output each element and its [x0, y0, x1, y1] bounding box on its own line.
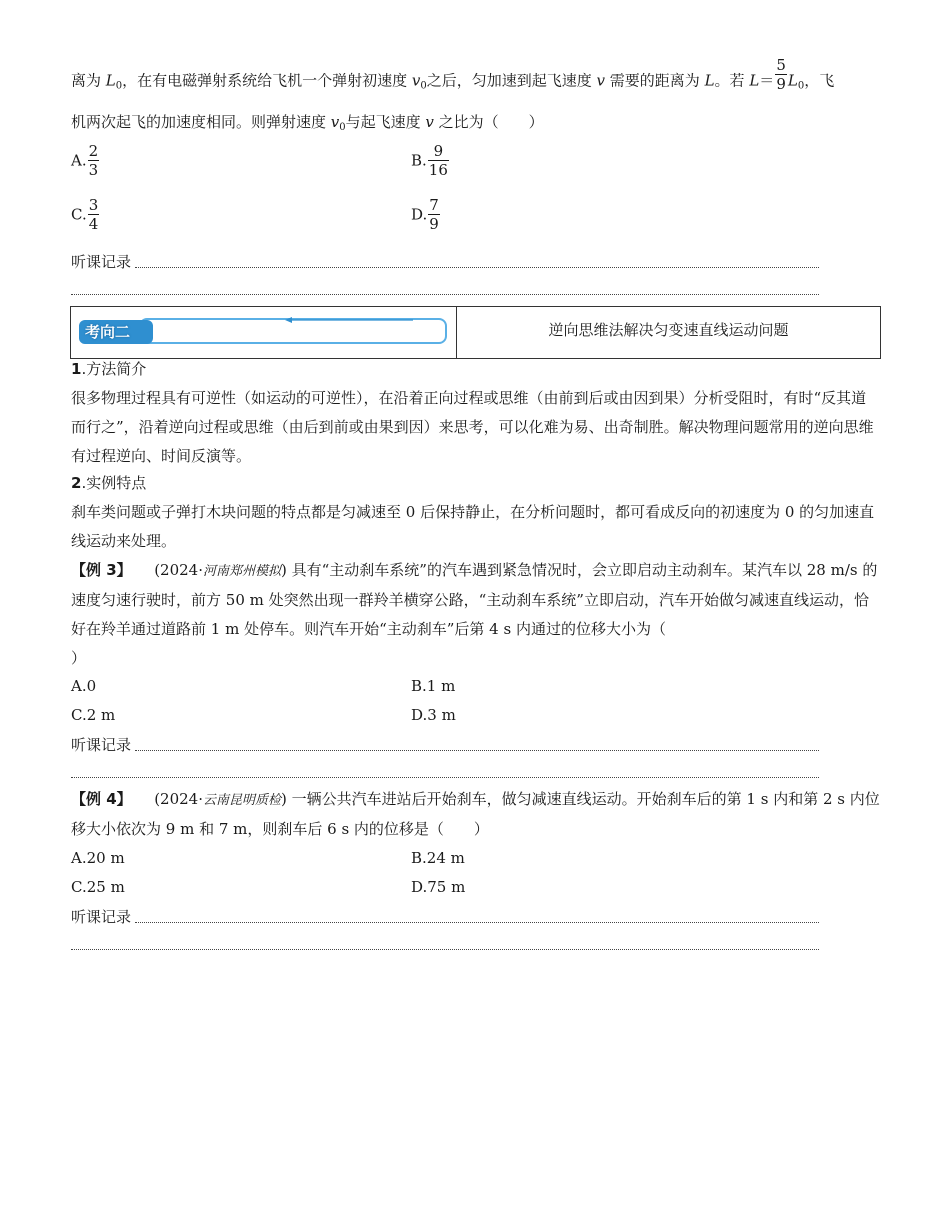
notes-dotted-line — [71, 949, 819, 950]
example-3-option-d[interactable]: D.3 m — [411, 706, 456, 724]
notes-field[interactable]: 听课记录 — [71, 906, 819, 926]
example-3-option-b[interactable]: B.1 m — [411, 677, 456, 695]
section-1-heading: 1.方法简介 — [71, 360, 147, 378]
notes-dotted-line — [135, 750, 819, 751]
fraction-5-9: $\frac{5}{9}$ — [776, 56, 786, 93]
example-3-option-c[interactable]: C.2 m — [71, 706, 116, 724]
notes-field[interactable]: 听课记录 — [71, 734, 819, 754]
notes-dotted-line — [71, 294, 819, 295]
example-4-option-c[interactable]: C.25 m — [71, 878, 125, 896]
example-4-option-a[interactable]: A.20 m — [71, 849, 125, 867]
question-line-2: 机两次起飞的加速度相同。则弹射速度 $v_0$与起飞速度 v 之比为（ ） — [71, 113, 544, 133]
topic-banner-bar — [139, 318, 447, 344]
notes-dotted-line — [71, 777, 819, 778]
option-d[interactable]: D. $\frac{7}{9}$ — [411, 196, 439, 233]
section-2-heading: 2.实例特点 — [71, 474, 147, 492]
notes-dotted-line — [135, 267, 819, 268]
topic-header — [70, 306, 881, 359]
example-4: 【例 4】 (2024·云南昆明质检) 一辆公共汽车进站后开始刹车，做匀减速直线运动。开始刹车后的第 1 s 内和第 2 s 内位移大小依次为 9 m 和 7 m，则刹车后 6 s 内的位移是（ ） — [71, 790, 880, 838]
option-c[interactable]: C. $\frac{3}{4}$ — [71, 196, 99, 233]
example-3-option-a[interactable]: A.0 — [71, 677, 97, 695]
topic-title: 逆向思维法解决匀变速直线运动问题 — [548, 321, 789, 339]
notes-field[interactable]: 听课记录 — [71, 251, 819, 271]
example-4-option-b[interactable]: B.24 m — [411, 849, 465, 867]
example-3: 【例 3】 (2024·河南郑州模拟) 具有“主动刹车系统”的汽车遇到紧急情况时，会立即启动主动刹车。某汽车以 28 m/s 的速度匀速行驶时，前方 50 m 处突然出现一群羚羊横穿公路，“主动刹车系统”立即启动，汽车开始做匀减速直线运动，恰好在羚羊通过道路前 1 m 处停车。则汽车开始“主动刹车”后第 4 s 内通过的位移大小为（ ） — [71, 561, 878, 667]
notes-dotted-line — [135, 922, 819, 923]
example-4-option-d[interactable]: D.75 m — [411, 878, 466, 896]
section-1-paragraph: 很多物理过程具有可逆性（如运动的可逆性），在沿着正向过程或思维（由前到后或由因到果）分析受阻时，有时“反其道而行之”，沿着逆向过程或思维（由后到前或由果到因）来思考，可以化难为易、出奇制胜。解决物理问题常用的逆向思维有过程逆向、时间反演等。 — [71, 389, 874, 465]
option-b[interactable]: B. $\frac{9}{16}$ — [411, 142, 448, 179]
question-line-1: 离为 $L_0$，在有电磁弹射系统给飞机一个弹射初速度 $v_0$之后，匀加速到起飞速度 v 需要的距离为 L。若 L＝ $\frac{5}{9}$ $L_0$，飞 — [71, 56, 835, 93]
topic-badge-area — [71, 307, 457, 358]
section-2-paragraph: 刹车类问题或子弹打木块问题的特点都是匀减速至 0 后保持静止，在分析问题时，都可看成反向的初速度为 0 的匀加速直线运动来处理。 — [71, 503, 875, 550]
topic-badge: 考向二 — [79, 320, 153, 344]
arrow-left-icon — [285, 316, 415, 324]
option-a[interactable]: A. $\frac{2}{3}$ — [71, 142, 99, 179]
